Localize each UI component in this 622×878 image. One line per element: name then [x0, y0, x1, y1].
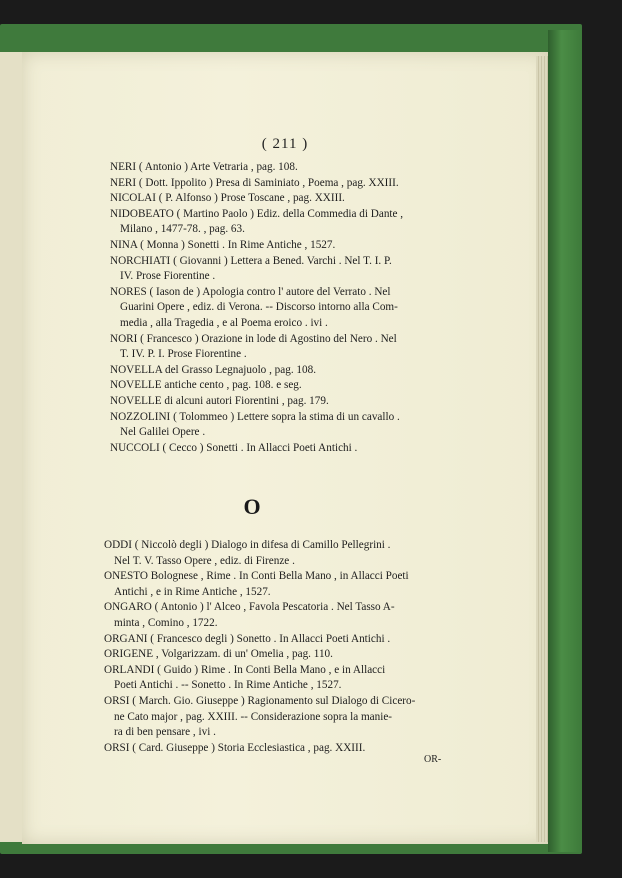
- index-entry: [104, 741, 434, 757]
- entry-line: NORCHIATI ( Giovanni ) Lettera a Bened. Varchi . Nel T. I. P.: [110, 254, 392, 267]
- index-entry: [104, 694, 434, 741]
- index-entry: [110, 285, 430, 332]
- index-entry: [110, 254, 430, 285]
- entry-continuation: ra di ben pensare , ivi .: [114, 726, 216, 739]
- entry-continuation: ne Cato major , pag. XXIII. -- Considerazione sopra la manie-: [114, 710, 393, 723]
- index-entry: [104, 538, 434, 569]
- index-entry: [104, 647, 434, 663]
- entry-line: ORSI ( Card. Giuseppe ) Storia Ecclesiastica , pag. XXIII.: [104, 741, 366, 754]
- left-page-edge: [0, 52, 23, 842]
- entries-n-section: [110, 160, 430, 456]
- entry-line: ONGARO ( Antonio ) l' Alceo , Favola Pescatoria . Nel Tasso A-: [104, 601, 395, 614]
- entry-line: NICOLAI ( P. Alfonso ) Prose Toscane , pag. XXIII.: [110, 192, 345, 205]
- index-entry: [110, 207, 430, 238]
- index-entry: [110, 410, 430, 441]
- entry-continuation: minta , Comino , 1722.: [114, 616, 218, 629]
- entry-line: ORSI ( March. Gio. Giuseppe ) Ragionamento sul Dialogo di Cicero-: [104, 694, 416, 707]
- entry-line: NORES ( Iason de ) Apologia contro l' autore del Verrato . Nel: [110, 285, 391, 298]
- entry-line: ODDI ( Niccolò degli ) Dialogo in difesa di Camillo Pellegrini .: [104, 539, 391, 551]
- entry-continuation: IV. Prose Fiorentine .: [120, 270, 216, 283]
- index-entry: [110, 332, 430, 363]
- index-entry: [104, 600, 434, 631]
- entry-continuation: Nel T. V. Tasso Opere , ediz. di Firenze .: [114, 554, 295, 567]
- book-page: [22, 52, 548, 844]
- index-entry: [110, 363, 430, 379]
- page-number: ( 211 ): [261, 136, 309, 152]
- entry-line: NERI ( Antonio ) Arte Vetraria , pag. 108.: [110, 161, 298, 173]
- entry-line: ORGANI ( Francesco degli ) Sonetto . In Allacci Poeti Antichi .: [104, 632, 391, 645]
- index-entry: [110, 441, 430, 457]
- entry-line: NOVELLA del Grasso Legnajuolo , pag. 108.: [110, 363, 316, 376]
- cover-edge: [548, 30, 582, 852]
- index-entry: [110, 191, 430, 207]
- catchword: OR-: [424, 754, 442, 765]
- entry-line: NUCCOLI ( Cecco ) Sonetti . In Allacci Poeti Antichi .: [110, 441, 358, 454]
- entry-line: NOZZOLINI ( Tolommeo ) Lettere sopra la stima di un cavallo .: [110, 410, 400, 423]
- section-heading: O: [243, 494, 261, 519]
- index-entry: [110, 238, 430, 254]
- index-entry: [104, 663, 434, 694]
- entry-line: ORIGENE , Volgarizzam. di un' Omelia , pag. 110.: [104, 648, 333, 661]
- entry-line: ONESTO Bolognese , Rime . In Conti Bella Mano , in Allacci Poeti: [104, 570, 409, 583]
- entry-continuation: T. IV. P. I. Prose Fiorentine .: [120, 348, 247, 361]
- index-entry: [110, 394, 430, 410]
- index-entry: [110, 176, 430, 192]
- entry-line: NERI ( Dott. Ippolito ) Presa di Saminiato , Poema , pag. XXIII.: [110, 176, 399, 189]
- index-entry: [104, 632, 434, 648]
- entry-line: ORLANDI ( Guido ) Rime . In Conti Bella Mano , e in Allacci: [104, 663, 386, 676]
- entry-continuation: Poeti Antichi . -- Sonetto . In Rime Antiche , 1527.: [114, 679, 342, 692]
- page-edge-stack: [536, 56, 548, 842]
- entry-continuation: Guarini Opere , ediz. di Verona. -- Discorso intorno alla Com-: [120, 301, 398, 314]
- entries-o-section: [104, 538, 434, 756]
- entry-continuation: Nel Galilei Opere .: [120, 426, 206, 439]
- index-entry: [104, 569, 434, 600]
- entry-line: NOVELLE antiche cento , pag. 108. e seg.: [110, 379, 302, 392]
- entry-line: NINA ( Monna ) Sonetti . In Rime Antiche , 1527.: [110, 238, 336, 251]
- index-entry: [110, 160, 430, 176]
- entry-continuation: Antichi , e in Rime Antiche , 1527.: [114, 585, 271, 598]
- entry-line: NOVELLE di alcuni autori Fiorentini , pag. 179.: [110, 394, 329, 407]
- entry-continuation: media , alla Tragedia , e al Poema eroico . ivi .: [120, 316, 328, 329]
- index-entry: [110, 378, 430, 394]
- entry-line: NORI ( Francesco ) Orazione in lode di Agostino del Nero . Nel: [110, 332, 397, 345]
- entry-line: NIDOBEATO ( Martino Paolo ) Ediz. della Commedia di Dante ,: [110, 207, 404, 220]
- entry-continuation: Milano , 1477-78. , pag. 63.: [120, 223, 245, 236]
